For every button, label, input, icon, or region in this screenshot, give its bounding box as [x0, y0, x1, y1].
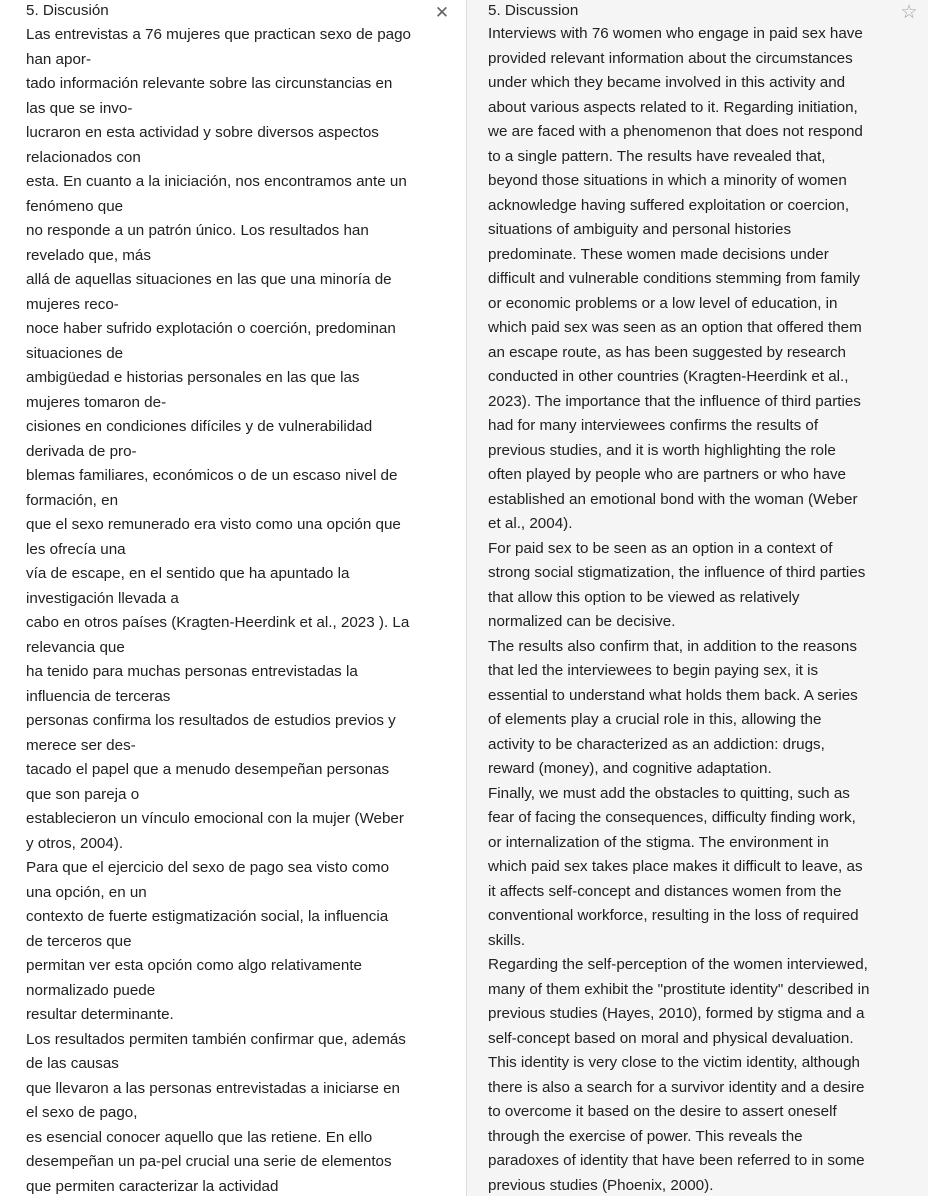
- save-translation-button[interactable]: [898, 1, 920, 23]
- text-line: difficult and vulnerable conditions stemming from family: [488, 270, 860, 287]
- text-line: which paid sex was seen as an option that offered them: [488, 319, 862, 336]
- text-line: had for many interviewees confirms the results of: [488, 417, 819, 434]
- text-line: there is also a search for a survivor identity and a desire: [488, 1078, 865, 1096]
- text-line: relacionados con: [26, 148, 141, 166]
- text-line: activity to be characterized as an addiction: drugs,: [488, 735, 825, 753]
- text-line: personas confirma los resultados de estudios previos y: [26, 712, 396, 729]
- text-line: que permiten caracterizar la actividad: [26, 1177, 279, 1195]
- text-line: we are faced with a phenomenon that does not respond: [488, 123, 863, 140]
- text-line: acknowledge having suffered exploitation or coercion,: [488, 196, 850, 214]
- text-line: Regarding the self-perception of the women interviewed,: [488, 956, 868, 973]
- text-line: reward (money), and cognitive adaptation.: [488, 760, 772, 777]
- text-line: previous studies, and it is worth highlighting the role: [488, 441, 836, 459]
- text-line: fear of facing the consequences, difficulty finding work,: [488, 809, 856, 826]
- text-line: esta. En cuanto a la iniciación, nos encontramos ante un: [26, 173, 407, 190]
- text-line: Los resultados permiten también confirmar que, además: [26, 1030, 406, 1048]
- text-line: una opción, en un: [26, 883, 147, 901]
- text-line: situaciones de: [26, 344, 124, 362]
- text-line: de terceros que: [26, 932, 132, 950]
- text-line: often played by people who are partners or who have: [488, 466, 846, 483]
- text-line: that allow this option to be viewed as relatively: [488, 588, 800, 606]
- text-line: self-concept based on moral and physical devaluation.: [488, 1029, 854, 1047]
- text-line: previous studies (Hayes, 2010), formed by stigma and a: [488, 1005, 865, 1022]
- text-line: influencia de terceras: [26, 687, 171, 705]
- text-line: provided relevant information about the circumstances: [488, 49, 853, 67]
- text-line: han apor-: [26, 50, 92, 68]
- text-line: established an emotional bond with the woman (Weber: [488, 490, 858, 508]
- text-line: tado información relevante sobre las circunstancias en: [26, 75, 393, 92]
- text-line: conventional workforce, resulting in the loss of required: [488, 907, 859, 924]
- close-button[interactable]: [431, 2, 453, 24]
- text-line: to overcome it based on the desire to assert oneself: [488, 1103, 837, 1120]
- text-line: conducted in other countries (Kragten-Heerdink et al.,: [488, 368, 849, 385]
- text-line: merece ser des-: [26, 736, 136, 754]
- text-line: permitan ver esta opción como algo relativamente: [26, 957, 362, 974]
- translation-heading: 5. Discussion: [488, 2, 579, 19]
- text-line: Interviews with 76 women who engage in paid sex have: [488, 25, 863, 42]
- text-line: que son pareja o: [26, 785, 140, 803]
- text-line: allá de aquellas situaciones en las que una minoría de: [26, 271, 392, 288]
- source-heading: 5. Discusión: [26, 2, 109, 19]
- text-line: Para que el ejercicio del sexo de pago sea visto como: [26, 859, 390, 876]
- source-text-pane[interactable]: [0, 0, 455, 1196]
- text-line: tacado el papel que a menudo desempeñan personas: [26, 761, 390, 778]
- text-line: that led the interviewees to begin paying sex, it is: [488, 662, 819, 679]
- star-icon: ☆: [900, 1, 918, 23]
- text-line: to a single pattern. The results have revealed that,: [488, 147, 826, 165]
- translation-text-pane: [467, 0, 928, 1196]
- text-line: normalized can be decisive.: [488, 613, 676, 630]
- text-line: establecieron un vínculo emocional con la mujer (Weber: [26, 810, 404, 827]
- text-line: The results also confirm that, in addition to the reasons: [488, 637, 857, 655]
- text-line: predominate. These women made decisions under: [488, 245, 829, 263]
- text-line: about various aspects related to it. Regarding initiation,: [488, 98, 858, 116]
- text-line: lucraron en esta actividad y sobre diversos aspectos: [26, 124, 379, 141]
- text-line: no responde a un patrón único. Los resultados han: [26, 222, 369, 239]
- text-line: es esencial conocer aquello que las retiene. En ello: [26, 1128, 373, 1146]
- text-line: ha tenido para muchas personas entrevistadas la: [26, 663, 358, 680]
- text-line: skills.: [488, 931, 526, 949]
- text-line: cisiones en condiciones difíciles y de vulnerabilidad: [26, 418, 373, 435]
- text-line: desempeñan un pa-pel crucial una serie de elementos: [26, 1153, 392, 1170]
- text-line: Finally, we must add the obstacles to quitting, such as: [488, 784, 850, 802]
- text-line: under which they became involved in this activity and: [488, 74, 846, 91]
- text-line: which paid sex takes place makes it difficult to leave, as: [488, 858, 863, 875]
- text-line: que el sexo remunerado era visto como una opción que: [26, 516, 401, 533]
- text-line: las que se invo-: [26, 99, 133, 117]
- text-line: y otros, 2004).: [26, 834, 124, 852]
- text-line: contexto de fuerte estigmatización social, la influencia: [26, 908, 389, 925]
- text-line: resultar determinante.: [26, 1006, 174, 1023]
- text-line: noce haber sufrido explotación o coerción, predominan: [26, 320, 396, 337]
- text-line: normalizado puede: [26, 981, 156, 999]
- text-line: cabo en otros países (Kragten-Heerdink et al., 2023 ). La: [26, 614, 410, 631]
- text-line: les ofrecía una: [26, 540, 126, 558]
- text-line: mujeres tomaron de-: [26, 393, 167, 411]
- text-line: or internalization of the stigma. The environment in: [488, 833, 829, 851]
- text-line: previous studies (Phoenix, 2000).: [488, 1176, 714, 1194]
- text-line: formación, en: [26, 491, 119, 509]
- text-line: Las entrevistas a 76 mujeres que practican sexo de pago: [26, 26, 411, 43]
- text-line: many of them exhibit the "prostitute identity" described in: [488, 980, 870, 998]
- text-line: que llevaron a las personas entrevistadas a iniciarse en: [26, 1079, 400, 1097]
- text-line: paradoxes of identity that have been referred to in some: [488, 1152, 865, 1169]
- text-line: el sexo de pago,: [26, 1104, 138, 1121]
- text-line: relevancia que: [26, 638, 125, 656]
- text-line: blemas familiares, económicos o de un escaso nivel de: [26, 467, 398, 484]
- text-line: ambigüedad e historias personales en las que las: [26, 369, 360, 386]
- text-line: of elements play a crucial role in this, allowing the: [488, 711, 822, 728]
- text-line: situations of ambiguity and personal histories: [488, 221, 792, 238]
- text-line: derivada de pro-: [26, 442, 137, 460]
- text-line: strong social stigmatization, the influence of third parties: [488, 564, 866, 581]
- text-line: it affects self-concept and distances women from the: [488, 882, 842, 900]
- text-line: This identity is very close to the victim identity, although: [488, 1054, 860, 1071]
- text-line: de las causas: [26, 1055, 119, 1072]
- source-text-body: [26, 22, 455, 1196]
- text-line: For paid sex to be seen as an option in a context of: [488, 539, 833, 557]
- text-line: et al., 2004).: [488, 515, 573, 532]
- text-line: or economic problems or a low level of education, in: [488, 294, 838, 312]
- text-line: an escape route, as has been suggested by research: [488, 343, 846, 361]
- text-line: through the exercise of power. This reveals the: [488, 1127, 803, 1145]
- text-line: beyond those situations in which a minority of women: [488, 172, 847, 189]
- translation-text-body: [488, 22, 928, 1196]
- pane-divider: [455, 0, 467, 1196]
- text-line: 2023). The importance that the influence of third parties: [488, 392, 861, 410]
- text-line: mujeres reco-: [26, 295, 119, 313]
- text-line: vía de escape, en el sentido que ha apuntado la: [26, 565, 350, 582]
- text-line: essential to understand what holds them back. A series: [488, 686, 858, 704]
- close-icon: ✕: [434, 3, 450, 22]
- text-line: investigación llevada a: [26, 589, 179, 607]
- text-line: revelado que, más: [26, 246, 151, 264]
- text-line: fenómeno que: [26, 197, 124, 215]
